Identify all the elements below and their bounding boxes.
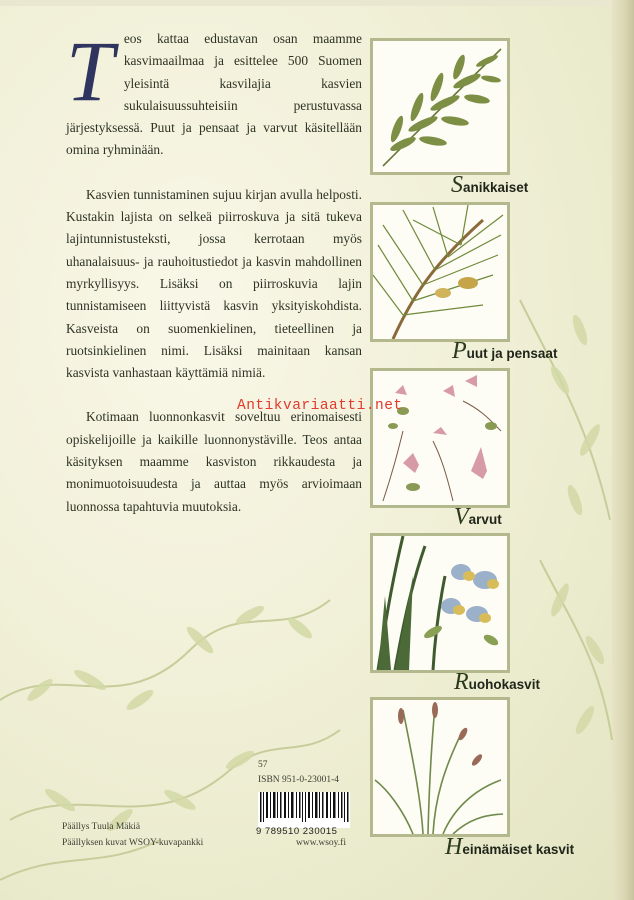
category-label-text: anikkaiset [463,180,529,195]
isbn-text: ISBN 951-0-23001-4 [258,775,340,785]
pine-illustration-panel [370,202,510,342]
category-initial: R [454,669,469,695]
sweet-pea-illustration [373,536,507,670]
product-code: 57 [258,760,268,770]
category-initial: H [445,834,463,860]
barcode-number: 9 789510 230015 [256,826,338,837]
grass-illustration [373,700,507,834]
publisher-website: www.wsoy.fi [296,838,346,848]
cyclamen-illustration [373,371,507,505]
category-initial: V [454,504,469,530]
category-label-heinamaiset-kasvit [445,834,574,861]
category-label-puut-ja-pensaat [452,338,557,365]
category-label-ruohokasvit [454,669,540,696]
category-label-text: uut ja pensaat [466,346,558,361]
barcode [258,792,350,828]
description-paragraph-2: Kasvien tunnistaminen sujuu kirjan avulla helposti. Kustakin lajista on selkeä piirroskuva ja sitä tukeva lajintunnistusteksti, jossa kerrotaan myös uhanalaisuus- ja rauhoitustiedot ja kasvin mahdollinen myrkyllisyys. Lisäksi on piirroskuvia lajin tunnistamiseen liittyvistä kasvin yksityiskohdista. Kasveista on suomenkielinen, tieteellinen ja ruotsinkielinen nimi. Lisäksi mainitaan kansan kasvista vanhastaan käyttämiä nimiä. [66,186,362,381]
description-paragraph-3: Kotimaan luonnonkasvit soveltuu erinomaisesti opiskelijoille ja kaikille luonnonystäville. Teos antaa käsityksen maamme kasviston rikkaudesta ja monimuotoisuudesta ja auttaa myös arvioimaan luonnossa tapahtuvia muutoksia. [66,409,362,514]
sweet-pea-illustration-panel [370,533,510,673]
grass-illustration-panel [370,697,510,837]
category-label-text: uohokasvit [468,677,540,692]
paragraph-1-text: eos kattaa edustavan osan maamme kasvimaailmaa ja esittelee 500 Suomen yleisintä kasvilajia kasvien sukulaisuussuhteisiin perustuvassa järjestyksessä. Puut ja pensaat ja varvut käsitellään omina ryhminään. [66,31,362,158]
category-initial: S [451,172,463,198]
category-label-varvut [454,504,502,531]
dropcap-letter: T [66,23,114,119]
description-paragraph-1 [66,23,362,162]
description-text [66,23,362,540]
category-initial: P [452,338,467,364]
fern-illustration-panel [370,38,510,175]
category-label-sanikkaiset [451,172,528,199]
pine-illustration [373,205,507,339]
fern-illustration [373,41,507,172]
watermark-text: Antikvariaatti.net [237,398,403,414]
barcode-bars [258,792,350,822]
cover-image-credit: Päällyksen kuvat WSOY-kuvapankki [62,838,204,848]
cover-design-credit: Päällys Tuula Mäkiä [62,822,141,832]
category-label-text: einämäiset kasvit [462,842,575,857]
category-label-text: arvut [468,512,502,527]
cyclamen-illustration-panel [370,368,510,508]
